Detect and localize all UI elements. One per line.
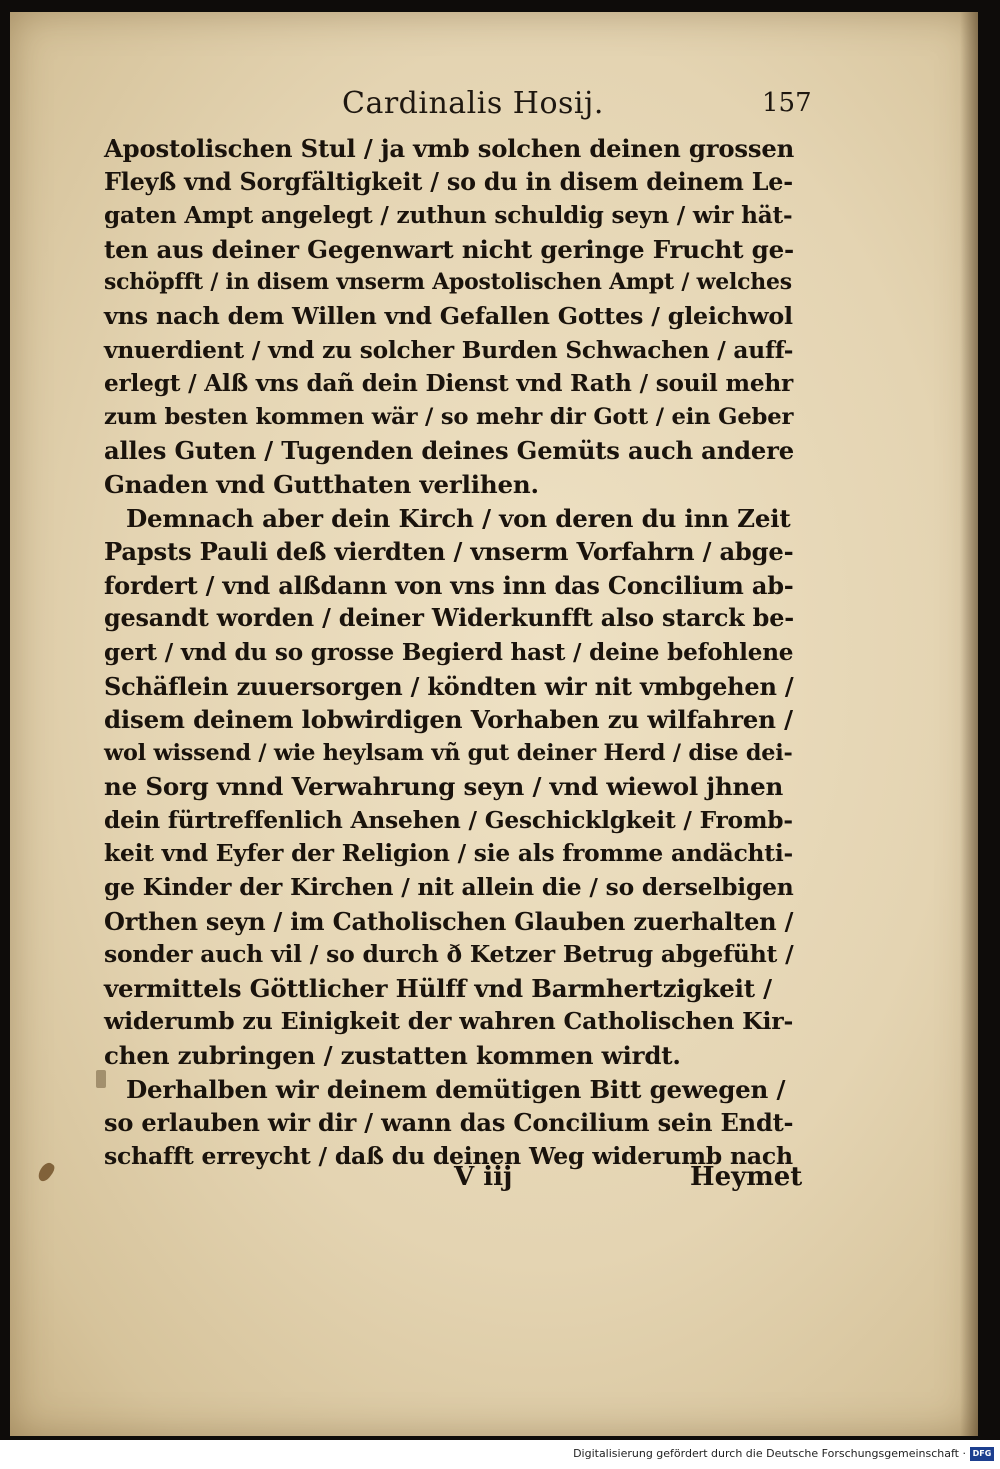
text-line: chen zubringen / zustatten kommen wirdt. bbox=[104, 1041, 681, 1071]
text-line: Gnaden vnd Gutthaten verlihen. bbox=[104, 469, 539, 499]
text-line: widerumb zu Einigkeit der wahren Catholischen Kir- bbox=[104, 1007, 794, 1036]
credit-text: Digitalisierung gefördert durch die Deutsche Forschungsgemeinschaft · bbox=[573, 1447, 966, 1460]
text-line: ne Sorg vnnd Verwahrung seyn / vnd wiewol jhnen bbox=[104, 772, 784, 802]
page-edge-shadow bbox=[960, 12, 978, 1436]
text-line: schafft erreycht / daß du deinen Weg widerumb nach bbox=[104, 1141, 793, 1170]
text-line: ten aus deiner Gegenwart nicht geringe Frucht ge- bbox=[104, 234, 794, 264]
text-line: Apostolischen Stul / ja vmb solchen deinen grossen bbox=[104, 134, 795, 163]
text-line: Papsts Pauli deß vierdten / vnserm Vorfahrn / abge- bbox=[104, 537, 794, 567]
text-line: sonder auch vil / so durch ð Ketzer Betrug abgefüht / bbox=[104, 940, 794, 969]
page-header bbox=[10, 86, 978, 130]
text-line: so erlauben wir dir / wann das Concilium sein Endt- bbox=[104, 1108, 794, 1138]
text-line: ge Kinder der Kirchen / nit allein die / so derselbigen bbox=[104, 873, 794, 902]
credit-bar bbox=[0, 1440, 1000, 1469]
text-line: wol wissend / wie heylsam vñ gut deiner Herd / dise dei- bbox=[104, 739, 793, 766]
text-line: alles Guten / Tugenden deines Gemüts auch andere bbox=[104, 436, 794, 466]
text-line: schöpfft / in disem vnserm Apostolischen Ampt / welches bbox=[104, 269, 792, 296]
page-number: 157 bbox=[762, 88, 812, 118]
text-line: Fleyß vnd Sorgfältigkeit / so du in disem deinem Le- bbox=[104, 167, 793, 196]
text-line: gert / vnd du so grosse Begierd hast / deine befohlene bbox=[104, 638, 794, 666]
text-line: dein fürtreffenlich Ansehen / Geschicklgkeit / Fromb- bbox=[104, 806, 793, 834]
text-line: fordert / vnd alßdann von vns inn das Concilium ab- bbox=[104, 570, 794, 600]
text-line: disem deinem lobwirdigen Vorhaben zu wilfahren / bbox=[104, 705, 793, 735]
text-line: Orthen seyn / im Catholischen Glauben zuerhalten / bbox=[104, 906, 794, 936]
body-text bbox=[104, 132, 794, 1173]
text-line: vermittels Göttlicher Hülff vnd Barmhertzigkeit / bbox=[104, 973, 772, 1003]
book-page bbox=[10, 12, 978, 1436]
text-line: Derhalben wir deinem demütigen Bitt gewegen / bbox=[126, 1074, 786, 1104]
catchword: Heymet bbox=[690, 1162, 803, 1192]
signature-mark: V iij bbox=[454, 1162, 513, 1192]
text-line: erlegt / Alß vns dañ dein Dienst vnd Rath / souil mehr bbox=[104, 370, 794, 398]
text-line: Demnach aber dein Kirch / von deren du inn Zeit bbox=[126, 503, 791, 533]
text-line: zum besten kommen wär / so mehr dir Gott / ein Geber bbox=[104, 403, 794, 430]
text-line: keit vnd Eyfer der Religion / sie als fromme andächti- bbox=[104, 840, 793, 868]
text-line: vns nach dem Willen vnd Gefallen Gottes / gleichwol bbox=[104, 301, 793, 330]
running-title: Cardinalis Hosij. bbox=[342, 86, 604, 121]
text-line: vnuerdient / vnd zu solcher Burden Schwachen / auff- bbox=[104, 336, 794, 364]
paragraph-mark-icon bbox=[96, 1070, 106, 1088]
text-line: gaten Ampt angelegt / zuthun schuldig seyn / wir hät- bbox=[104, 202, 793, 230]
dfg-logo-icon: DFG bbox=[970, 1447, 994, 1461]
text-line: Schäflein zuuersorgen / köndten wir nit vmbgehen / bbox=[104, 671, 794, 701]
page-footer bbox=[10, 1162, 978, 1202]
text-line: gesandt worden / deiner Widerkunfft also starck be- bbox=[104, 604, 794, 633]
